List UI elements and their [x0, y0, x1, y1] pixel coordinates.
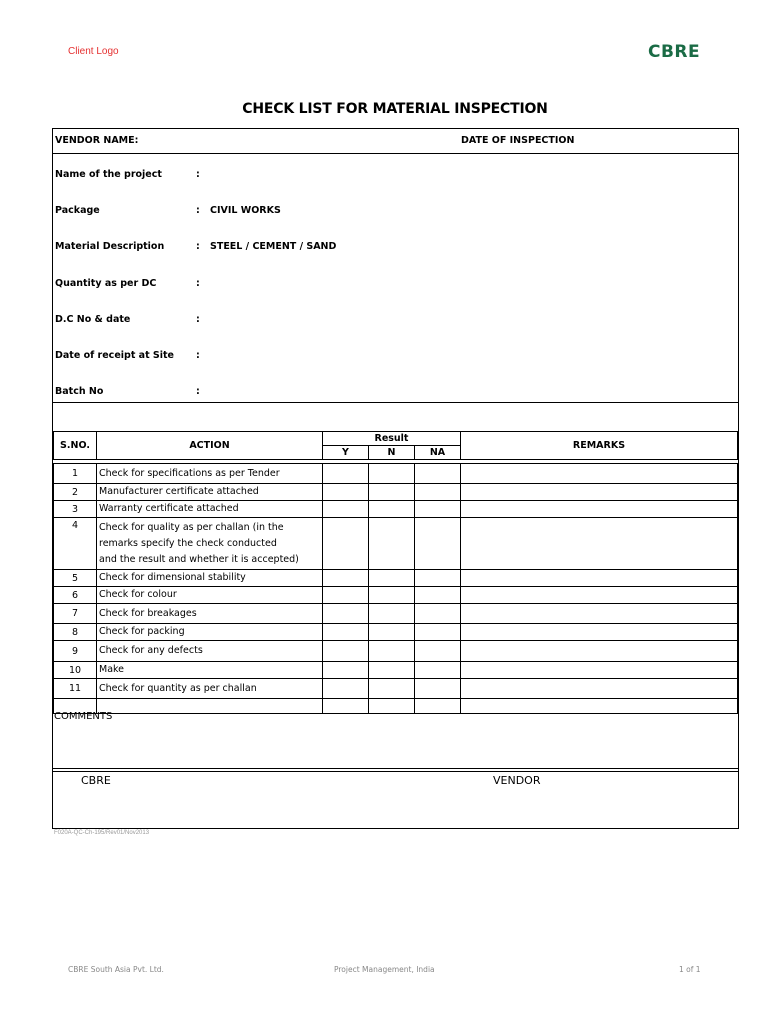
- field-colon: :: [196, 314, 200, 325]
- row-action: [97, 518, 323, 570]
- cell-na[interactable]: [415, 641, 461, 662]
- cell-remarks[interactable]: [461, 604, 738, 624]
- field-label: D.C No & date: [55, 314, 131, 325]
- cell-remarks[interactable]: [461, 484, 738, 501]
- field-label: Material Description: [55, 241, 165, 252]
- row-action: Check for dimensional stability: [97, 570, 323, 587]
- cbre-logo: CBRE: [648, 42, 701, 62]
- cell-na[interactable]: [415, 501, 461, 518]
- divider: [53, 402, 738, 403]
- comments-label: COMMENTS: [54, 711, 113, 722]
- date-of-inspection-label: DATE OF INSPECTION: [461, 135, 575, 146]
- cell-na[interactable]: [415, 587, 461, 604]
- field-batch-no: [53, 386, 738, 402]
- field-label: Date of receipt at Site: [55, 350, 175, 361]
- cell-na[interactable]: [415, 624, 461, 641]
- field-label: Package: [55, 205, 100, 216]
- row-sno: 7: [54, 604, 97, 624]
- cell-y[interactable]: [323, 662, 369, 679]
- row-action: Check for packing: [97, 624, 323, 641]
- table-row: [54, 604, 738, 624]
- cell-na[interactable]: [415, 518, 461, 570]
- cell-na[interactable]: [415, 679, 461, 699]
- checklist-table: [53, 431, 738, 714]
- cell-na[interactable]: [415, 604, 461, 624]
- field-label: Quantity as per DC: [55, 278, 157, 289]
- row-sno: 11: [54, 679, 97, 699]
- form-code: F020A-QC-Ch-195/Rev01/Nov2013: [54, 830, 150, 836]
- cell-y[interactable]: [323, 679, 369, 699]
- field-colon: :: [196, 205, 200, 216]
- footer-department: Project Management, India: [334, 965, 435, 974]
- field-material-description: [53, 241, 738, 257]
- cell-n[interactable]: [369, 624, 415, 641]
- field-dc-no-date: [53, 314, 738, 330]
- signature-vendor-label: VENDOR: [493, 774, 541, 787]
- vendor-name-label: VENDOR NAME:: [55, 135, 139, 146]
- col-header-action: ACTION: [97, 432, 323, 460]
- row-action: Check for breakages: [97, 604, 323, 624]
- table-row: [54, 679, 738, 699]
- row-sno: 9: [54, 641, 97, 662]
- signature-cbre-label: CBRE: [81, 774, 111, 787]
- row-action-line: remarks specify the check conducted: [99, 537, 277, 549]
- cell-remarks[interactable]: [461, 587, 738, 604]
- row-sno: 10: [54, 662, 97, 679]
- field-project-name: [53, 169, 738, 185]
- cell-n[interactable]: [369, 501, 415, 518]
- row-sno: 8: [54, 624, 97, 641]
- field-date-of-receipt: [53, 350, 738, 366]
- cell-y[interactable]: [323, 484, 369, 501]
- row-action: Manufacturer certificate attached: [97, 484, 323, 501]
- table-row: [54, 464, 738, 484]
- cell-n[interactable]: [369, 518, 415, 570]
- field-value[interactable]: STEEL / CEMENT / SAND: [210, 241, 337, 252]
- field-colon: :: [196, 241, 200, 252]
- cell-na[interactable]: [415, 464, 461, 484]
- cell-remarks[interactable]: [461, 570, 738, 587]
- field-colon: :: [196, 278, 200, 289]
- cell-na[interactable]: [415, 662, 461, 679]
- cell-y[interactable]: [323, 501, 369, 518]
- document-title: CHECK LIST FOR MATERIAL INSPECTION: [242, 101, 548, 117]
- row-sno: 3: [54, 501, 97, 518]
- cell-n[interactable]: [369, 604, 415, 624]
- row-sno: 5: [54, 570, 97, 587]
- comments-box[interactable]: [53, 710, 738, 769]
- client-logo: Client Logo: [68, 46, 119, 57]
- col-header-result: Result: [323, 432, 461, 446]
- row-action: Warranty certificate attached: [97, 501, 323, 518]
- cell-n[interactable]: [369, 679, 415, 699]
- footer-company: CBRE South Asia Pvt. Ltd.: [68, 965, 164, 974]
- col-header-sno: S.NO.: [54, 432, 97, 460]
- signature-row: [53, 771, 738, 787]
- col-header-na: NA: [415, 446, 461, 460]
- row-sno: 2: [54, 484, 97, 501]
- row-action: Check for specifications as per Tender: [97, 464, 323, 484]
- row-action: Check for any defects: [97, 641, 323, 662]
- col-header-n: N: [369, 446, 415, 460]
- row-action-line: and the result and whether it is accepted): [99, 553, 299, 565]
- cell-n[interactable]: [369, 662, 415, 679]
- field-quantity-dc: [53, 278, 738, 294]
- cell-n[interactable]: [369, 641, 415, 662]
- table-row: [54, 641, 738, 662]
- field-value[interactable]: CIVIL WORKS: [210, 205, 281, 216]
- cell-remarks[interactable]: [461, 501, 738, 518]
- footer-page-number: 1 of 1: [679, 965, 701, 974]
- table-row: [54, 624, 738, 641]
- cell-y[interactable]: [323, 624, 369, 641]
- table-row: [54, 662, 738, 679]
- field-label: Name of the project: [55, 169, 162, 180]
- cell-na[interactable]: [415, 570, 461, 587]
- row-action: Check for quantity as per challan: [97, 679, 323, 699]
- table-row: [54, 587, 738, 604]
- cell-remarks[interactable]: [461, 662, 738, 679]
- field-colon: :: [196, 169, 200, 180]
- cell-remarks[interactable]: [461, 624, 738, 641]
- col-header-y: Y: [323, 446, 369, 460]
- table-row: [54, 570, 738, 587]
- row-action: Check for colour: [97, 587, 323, 604]
- cell-y[interactable]: [323, 641, 369, 662]
- cell-remarks[interactable]: [461, 679, 738, 699]
- cell-na[interactable]: [415, 484, 461, 501]
- table-row: [54, 518, 738, 570]
- field-label: Batch No: [55, 386, 104, 397]
- cell-y[interactable]: [323, 464, 369, 484]
- cell-y[interactable]: [323, 604, 369, 624]
- cell-y[interactable]: [323, 518, 369, 570]
- row-sno: 6: [54, 587, 97, 604]
- cell-n[interactable]: [369, 570, 415, 587]
- field-colon: :: [196, 350, 200, 361]
- inspection-form: [52, 128, 739, 829]
- row-sno: 4: [54, 518, 97, 570]
- cell-remarks[interactable]: [461, 641, 738, 662]
- table-row: [54, 501, 738, 518]
- cell-n[interactable]: [369, 464, 415, 484]
- row-action-line: Check for quality as per challan (in the: [99, 521, 284, 533]
- cell-remarks[interactable]: [461, 464, 738, 484]
- cell-y[interactable]: [323, 570, 369, 587]
- vendor-date-row: [53, 129, 738, 154]
- field-package: [53, 205, 738, 221]
- row-action: Make: [97, 662, 323, 679]
- cell-y[interactable]: [323, 587, 369, 604]
- row-sno: 1: [54, 464, 97, 484]
- col-header-remarks: REMARKS: [461, 432, 738, 460]
- table-row: [54, 484, 738, 501]
- field-colon: :: [196, 386, 200, 397]
- cell-n[interactable]: [369, 587, 415, 604]
- cell-remarks[interactable]: [461, 518, 738, 570]
- cell-n[interactable]: [369, 484, 415, 501]
